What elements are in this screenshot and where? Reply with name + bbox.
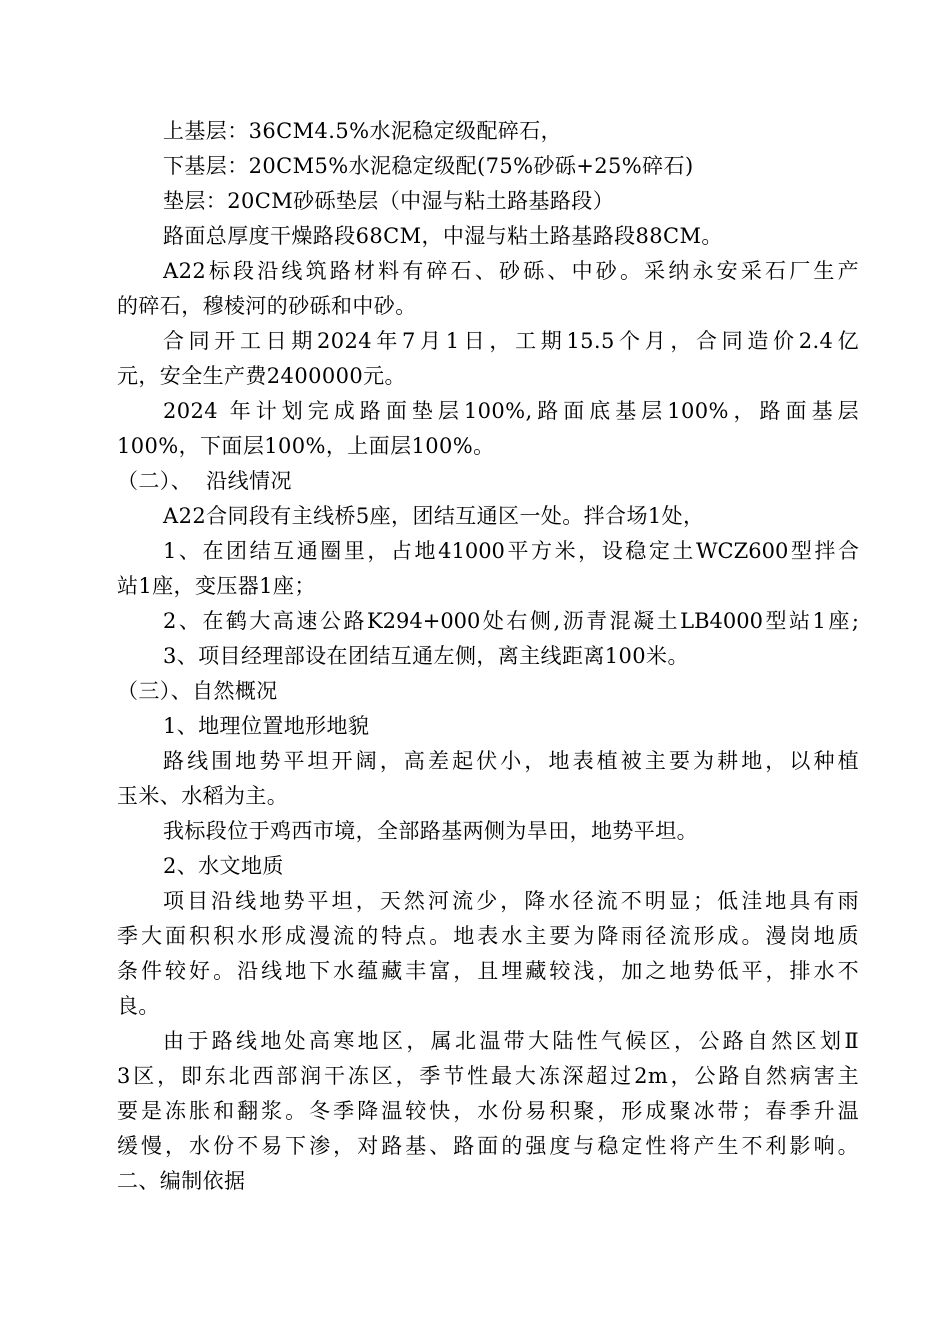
materials-paragraph-line-2: 的碎石，穆棱河的砂砾和中砂。 xyxy=(117,294,417,318)
base-course-upper: 上基层：36CM4.5%水泥稳定级配碎石， xyxy=(163,119,563,143)
section-heading-nature: （三）、自然概况 xyxy=(117,679,278,703)
section-heading-route: （二）、 沿线情况 xyxy=(117,469,292,493)
hydrology-paragraph-line-4: 良。 xyxy=(117,994,160,1018)
plan-paragraph-line-2: 100%，下面层100%，上面层100%。 xyxy=(117,434,495,458)
contract-paragraph-line-1: 合同开工日期2024年7月1日，工期15.5个月，合同造价2.4亿 xyxy=(163,329,859,353)
hydrology-paragraph-line-1: 项目沿线地势平坦，天然河流少，降水径流不明显；低洼地具有雨 xyxy=(163,889,859,913)
route-item-2: 2、在鹤大高速公路K294+000处右侧,沥青混凝土LB4000型站1座; xyxy=(163,609,859,633)
route-summary: A22合同段有主线桥5座，团结互通区一处。拌合场1处， xyxy=(163,504,705,528)
contract-paragraph-line-2: 元，安全生产费2400000元。 xyxy=(117,364,406,388)
base-course-lower: 下基层：20CM5%水泥稳定级配(75%砂砾+25%碎石) xyxy=(163,154,694,178)
geography-paragraph-line-2: 玉米、水稻为主。 xyxy=(117,784,289,808)
pavement-thickness: 路面总厚度干燥路段68CM，中湿与粘土路基路段88CM。 xyxy=(163,224,723,248)
hydrology-paragraph-line-3: 条件较好。沿线地下水蕴藏丰富，且埋藏较浅，加之地势低平，排水不 xyxy=(117,959,859,983)
document-page xyxy=(117,114,859,1199)
location-paragraph: 我标段位于鸡西市境，全部路基两侧为旱田，地势平坦。 xyxy=(163,819,698,843)
climate-paragraph-line-1: 由于路线地处高寒地区，属北温带大陆性气候区，公路自然区划Ⅱ xyxy=(163,1029,859,1053)
subheading-geography: 1、地理位置地形地貌 xyxy=(163,714,370,738)
climate-paragraph-line-4: 缓慢，水份不易下渗，对路基、路面的强度与稳定性将产生不利影响。 xyxy=(117,1134,859,1158)
subheading-hydrology: 2、水文地质 xyxy=(163,854,284,878)
climate-paragraph-line-3: 要是冻胀和翻浆。冬季降温较快，水份易积聚，形成聚冰带；春季升温 xyxy=(117,1099,859,1123)
hydrology-paragraph-line-2: 季大面积积水形成漫流的特点。地表水主要为降雨径流形成。漫岗地质 xyxy=(117,924,859,948)
cushion-layer: 垫层：20CM砂砾垫层（中湿与粘土路基路段） xyxy=(163,189,615,213)
climate-paragraph-line-2: 3区，即东北西部润干冻区，季节性最大冻深超过2m，公路自然病害主 xyxy=(117,1064,859,1088)
plan-paragraph-line-1: 2024 年计划完成路面垫层100%,路面底基层100%，路面基层 xyxy=(163,399,859,423)
route-item-3: 3、项目经理部设在团结互通左侧，离主线距离100米。 xyxy=(163,644,689,668)
section-heading-basis: 二、编制依据 xyxy=(117,1169,246,1193)
geography-paragraph-line-1: 路线围地势平坦开阔，高差起伏小，地表植被主要为耕地，以种植 xyxy=(163,749,859,773)
materials-paragraph-line-1: A22标段沿线筑路材料有碎石、砂砾、中砂。采纳永安采石厂生产 xyxy=(163,259,859,283)
route-item-1-line-2: 站1座，变压器1座； xyxy=(117,574,316,598)
route-item-1-line-1: 1、在团结互通圈里，占地41000平方米，设稳定土WCZ600型拌合 xyxy=(163,539,859,563)
